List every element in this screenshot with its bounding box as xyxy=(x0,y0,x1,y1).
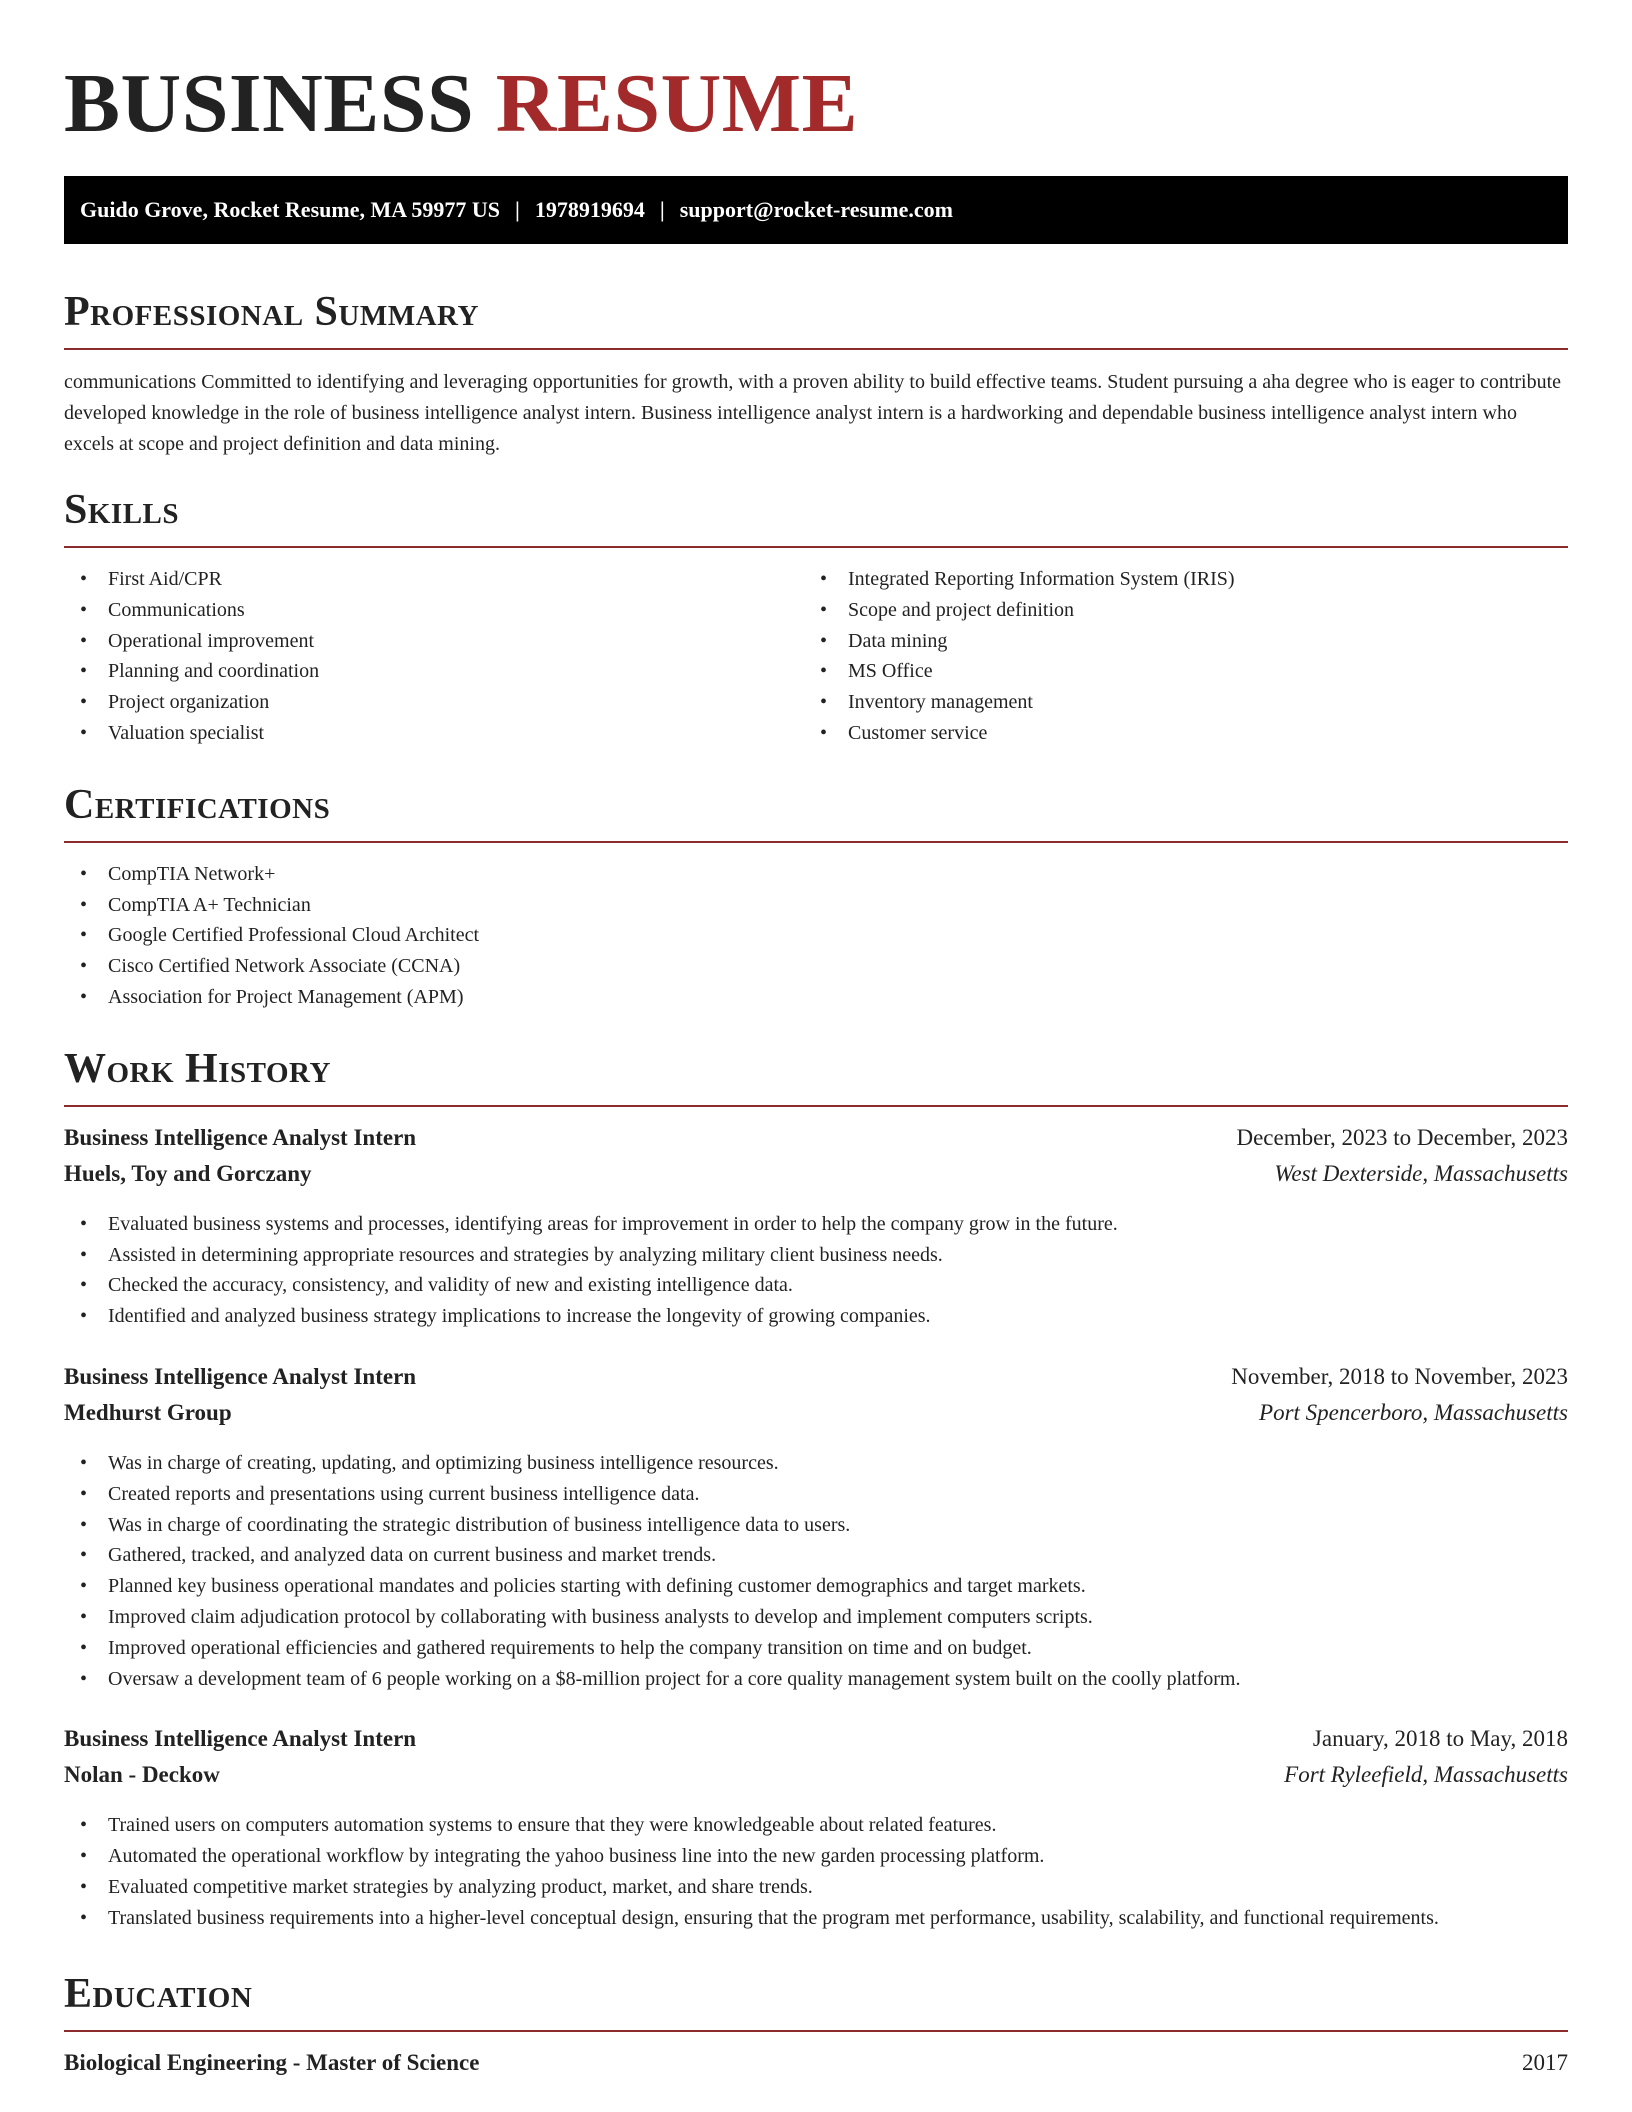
education-heading: Education xyxy=(64,1968,1568,2032)
summary-heading: Professional Summary xyxy=(64,286,1568,350)
skill-item: • Project organization xyxy=(64,687,804,718)
job-bullet: • Identified and analyzed business strategy implications to increase the longevity of growing companies. xyxy=(64,1301,1568,1332)
skills-columns xyxy=(64,564,1568,749)
skill-item: • Data mining xyxy=(804,626,1544,657)
certification-item: • Association for Project Management (APM) xyxy=(64,982,1568,1013)
skill-item: • Planning and coordination xyxy=(64,656,804,687)
certifications-section xyxy=(64,779,1568,1013)
job-bullet: • Trained users on computers automation systems to ensure that they were knowledgeable about related features. xyxy=(64,1810,1568,1841)
skill-item: • Communications xyxy=(64,595,804,626)
certification-item: • CompTIA A+ Technician xyxy=(64,890,1568,921)
summary-section xyxy=(64,286,1568,460)
job-company: Huels, Toy and Gorczany xyxy=(64,1160,312,1186)
job-bullets xyxy=(64,1448,1568,1694)
job-bullet: • Translated business requirements into a higher-level conceptual design, ensuring that the program met performance, usability, scalability, and functional requirements. xyxy=(64,1903,1568,1934)
education-degree: Biological Engineering - Master of Science xyxy=(64,2049,480,2075)
job-bullet: • Assisted in determining appropriate resources and strategies by analyzing military client business needs. xyxy=(64,1240,1568,1271)
contact-address: Guido Grove, Rocket Resume, MA 59977 US xyxy=(80,197,501,222)
skills-list-left xyxy=(64,564,804,749)
job-bullet: • Was in charge of coordinating the strategic distribution of business intelligence data to users. xyxy=(64,1510,1568,1541)
skill-item: • Scope and project definition xyxy=(804,595,1544,626)
education-entry xyxy=(64,2050,1568,2086)
job-bullet: • Improved operational efficiencies and gathered requirements to help the company transition on time and on budget. xyxy=(64,1633,1568,1664)
job-header-row xyxy=(64,1364,1568,1400)
job-bullet: • Checked the accuracy, consistency, and validity of new and existing intelligence data. xyxy=(64,1270,1568,1301)
contact-separator: | xyxy=(659,197,665,222)
job-bullet: • Gathered, tracked, and analyzed data on current business and market trends. xyxy=(64,1540,1568,1571)
skills-heading: Skills xyxy=(64,484,1568,548)
job-bullet: • Evaluated business systems and processes, identifying areas for improvement in order to help the company grow in the future. xyxy=(64,1209,1568,1240)
skill-item: • Customer service xyxy=(804,718,1544,749)
job-bullet: • Evaluated competitive market strategies by analyzing product, market, and share trends. xyxy=(64,1872,1568,1903)
contact-email: support@rocket-resume.com xyxy=(679,197,953,222)
work-heading: Work History xyxy=(64,1043,1568,1107)
job-entry xyxy=(64,1364,1568,1694)
title-part-business: BUSINESS xyxy=(64,57,475,150)
skill-item: • First Aid/CPR xyxy=(64,564,804,595)
job-bullet: • Oversaw a development team of 6 people working on a $8-million project for a core quality management system built on the coolly platform. xyxy=(64,1664,1568,1695)
contact-phone: 1978919694 xyxy=(534,197,645,222)
skills-section xyxy=(64,484,1568,749)
skill-item: • Integrated Reporting Information System (IRIS) xyxy=(804,564,1544,595)
resume-title xyxy=(64,0,1568,152)
skill-item: • Valuation specialist xyxy=(64,718,804,749)
job-header-row xyxy=(64,1726,1568,1762)
job-bullet: • Improved claim adjudication protocol by collaborating with business analysts to develop and implement computers scripts. xyxy=(64,1602,1568,1633)
certification-item: • Cisco Certified Network Associate (CCNA) xyxy=(64,951,1568,982)
job-bullet: • Was in charge of creating, updating, and optimizing business intelligence resources. xyxy=(64,1448,1568,1479)
job-company: Nolan - Deckow xyxy=(64,1762,220,1788)
job-bullets xyxy=(64,1810,1568,1933)
certifications-heading: Certifications xyxy=(64,779,1568,843)
job-location: West Dexterside, Massachusetts xyxy=(1274,1160,1568,1186)
skill-item: • Inventory management xyxy=(804,687,1544,718)
skill-item: • MS Office xyxy=(804,656,1544,687)
job-company: Medhurst Group xyxy=(64,1399,232,1425)
job-header-row xyxy=(64,1125,1568,1161)
contact-bar xyxy=(64,176,1568,244)
education-section xyxy=(64,1968,1568,2086)
job-bullet: • Created reports and presentations using current business intelligence data. xyxy=(64,1479,1568,1510)
job-bullet: • Automated the operational workflow by integrating the yahoo business line into the new garden processing platform. xyxy=(64,1841,1568,1872)
certification-item: • CompTIA Network+ xyxy=(64,859,1568,890)
education-row xyxy=(64,2050,1568,2086)
job-location: Port Spencerboro, Massachusetts xyxy=(1259,1399,1568,1425)
contact-separator: | xyxy=(515,197,520,222)
job-title: Business Intelligence Analyst Intern xyxy=(64,1124,417,1150)
education-year: 2017 xyxy=(1522,2049,1568,2075)
job-location: Fort Ryleefield, Massachusetts xyxy=(1284,1762,1568,1788)
certification-item: • Google Certified Professional Cloud Architect xyxy=(64,920,1568,951)
job-dates: January, 2018 to May, 2018 xyxy=(1312,1726,1568,1752)
skills-list-right xyxy=(804,564,1544,749)
job-company-row xyxy=(64,1161,1568,1197)
job-bullet: • Planned key business operational mandates and policies starting with defining customer demographics and target markets. xyxy=(64,1571,1568,1602)
job-dates: December, 2023 to December, 2023 xyxy=(1236,1124,1568,1150)
job-company-row xyxy=(64,1400,1568,1436)
title-part-resume: RESUME xyxy=(495,57,859,150)
job-company-row xyxy=(64,1762,1568,1798)
summary-text: communications Committed to identifying and leveraging opportunities for growth, with a proven ability to build effective teams. Student pursuing a aha degree who is eager to contribute developed knowledge in the role of business intelligence analyst intern. Business intelligence analyst intern is a hardworking and dependable business intelligence analyst intern who excels at scope and project definition and data mining. xyxy=(64,371,1562,455)
job-title: Business Intelligence Analyst Intern xyxy=(64,1726,417,1752)
skill-item: • Operational improvement xyxy=(64,626,804,657)
work-section xyxy=(64,1043,1568,1934)
job-dates: November, 2018 to November, 2023 xyxy=(1231,1363,1568,1389)
job-title: Business Intelligence Analyst Intern xyxy=(64,1363,417,1389)
certifications-list xyxy=(64,859,1568,1013)
job-entry xyxy=(64,1726,1568,1933)
job-bullets xyxy=(64,1209,1568,1332)
job-entry xyxy=(64,1125,1568,1332)
